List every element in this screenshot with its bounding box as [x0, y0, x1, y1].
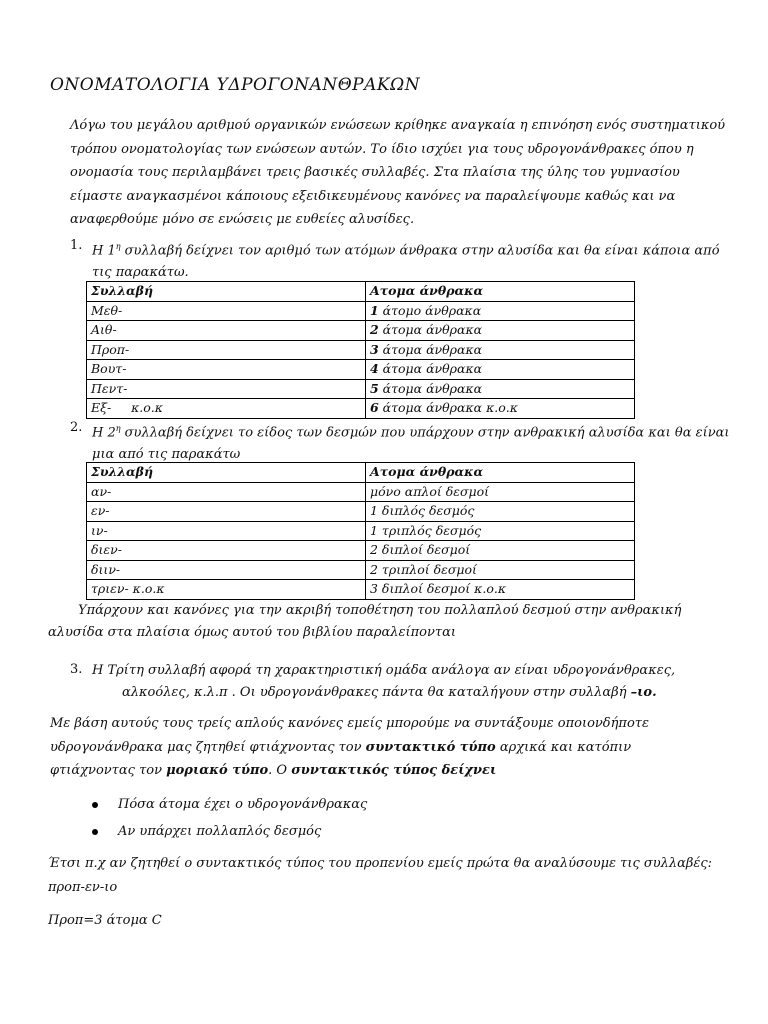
bond-cell: 1 διπλός δεσμός: [366, 502, 635, 522]
syllable-cell: Πεντ-: [87, 379, 366, 399]
atoms-number: 1: [370, 302, 379, 318]
syllable-cell: τριεν- κ.ο.κ: [87, 580, 366, 600]
list-item: [92, 794, 367, 821]
syllable-cell: Προπ-: [87, 340, 366, 360]
atoms-cell: [366, 379, 635, 399]
rule-2: [70, 418, 750, 466]
table-header-row: [87, 463, 635, 483]
list-item-text: Αν υπάρχει πολλαπλός δεσμός: [118, 824, 322, 839]
document-title: ΟΝΟΜΑΤΟΛΟΓΙΑ ΥΔΡΟΓΟΝΑΝΘΡΑΚΩΝ: [50, 75, 421, 95]
atoms-label: άτομα άνθρακα: [378, 341, 483, 357]
bullet-icon: [92, 802, 98, 808]
syllable-cell: Βουτ-: [87, 360, 366, 380]
table-row: [87, 321, 635, 341]
para-bold-molecular: μοριακό τύπο: [166, 763, 269, 778]
table-row: [87, 580, 635, 600]
rule-1-superscript: η: [115, 242, 121, 251]
table-row: [87, 301, 635, 321]
table-row: [87, 379, 635, 399]
example-paragraph: Έτσι π.χ αν ζητηθεί ο συντακτικός τύπος του προπενίου εμείς πρώτα θα αναλύσουμε τις συλλαβές: προπ-εν-ιο: [48, 856, 713, 895]
rule-1-text: [92, 236, 730, 284]
carbon-count-table: [86, 281, 635, 419]
atoms-number: 5: [370, 380, 379, 396]
syllable-cell: διεν-: [87, 541, 366, 561]
atoms-cell: [366, 399, 635, 419]
table-row: [87, 340, 635, 360]
rule-1: [70, 236, 730, 284]
atoms-number: 6: [370, 400, 379, 415]
rule-1-body: συλλαβή δείχνει τον αριθμό των ατόμων άνθρακα στην αλυσίδα και θα είναι κάποια από τις παρακάτω.: [92, 243, 720, 281]
table-row: [87, 360, 635, 380]
rule-2-prefix: Η 2: [92, 425, 116, 441]
multiple-bond-note: [48, 600, 708, 644]
syllable-cell: Εξ- κ.ο.κ: [87, 399, 366, 419]
bond-cell: μόνο απλοί δεσμοί: [366, 482, 635, 502]
rule-3: [70, 660, 730, 704]
rule-2-superscript: η: [115, 424, 121, 433]
atoms-cell: [366, 321, 635, 341]
rule-2-body: συλλαβή δείχνει το είδος των δεσμών που υπάρχουν στην ανθρακική αλυσίδα και θα είναι μια από τις παρακάτω: [92, 425, 730, 463]
atoms-label: άτομα άνθρακα: [378, 361, 483, 376]
atoms-label: άτομα άνθρακα: [378, 380, 483, 396]
bond-cell: 2 τριπλοί δεσμοί: [366, 560, 635, 580]
table-header-syllable: Συλλαβή: [87, 282, 366, 302]
para-text-2: αρχικά και κατόπιν φτιάχνοντας τον: [50, 739, 632, 778]
rule-3-line-1: Η Τρίτη συλλαβή αφορά τη χαρακτηριστική ομάδα ανάλογα αν είναι υδρογονάνθρακες,: [92, 663, 676, 678]
atoms-label: άτομο άνθρακα: [378, 302, 482, 318]
rule-3-line-2-text: αλκοόλες, κ.λ.π . Οι υδρογονάνθρακες πάντα θα καταλήγουν στην συλλαβή: [122, 685, 631, 700]
note-text: Υπάρχουν και κανόνες για την ακριβή τοποθέτηση του πολλαπλού δεσμού στην ανθρακική αλυσίδα στα πλαίσια όμως αυτού του βιβλίου παραλείπονται: [48, 603, 682, 640]
table-row: [87, 399, 635, 419]
atoms-label: άτομα άνθρακα: [378, 322, 483, 337]
table-header-row: [87, 282, 635, 302]
rule-2-number: 2.: [70, 420, 83, 435]
syllable-cell: διιν-: [87, 560, 366, 580]
formula-paragraph: [50, 712, 720, 783]
bond-cell: 2 διπλοί δεσμοί: [366, 541, 635, 561]
syllable-cell: ιν-: [87, 521, 366, 541]
rule-1-number: 1.: [70, 238, 83, 253]
bond-type-table: [86, 462, 635, 600]
rule-3-line-2: [122, 682, 730, 704]
table-row: [87, 521, 635, 541]
atoms-number: 2: [370, 322, 379, 337]
rule-1-prefix: Η 1: [92, 243, 116, 259]
atoms-number: 4: [370, 361, 379, 376]
table-row: [87, 482, 635, 502]
table-row: [87, 502, 635, 522]
rule-3-ending: –ιο.: [630, 685, 657, 700]
para-bold-structural: συντακτικό τύπο: [365, 739, 496, 755]
rule-3-number: 3.: [70, 662, 83, 677]
list-item: [92, 821, 367, 848]
atoms-cell: [366, 340, 635, 360]
bond-cell: 3 διπλοί δεσμοί κ.ο.κ: [366, 580, 635, 600]
bullet-list: [92, 794, 367, 848]
atoms-cell: [366, 360, 635, 380]
atoms-number: 3: [370, 341, 379, 357]
para-text-3: . Ο: [268, 763, 292, 778]
syllable-cell: Μεθ-: [87, 301, 366, 321]
table-header-atoms: Ατομα άνθρακα: [366, 282, 635, 302]
bond-cell: 1 τριπλός δεσμός: [366, 521, 635, 541]
syllable-cell: αν-: [87, 482, 366, 502]
table-row: [87, 541, 635, 561]
intro-paragraph: Λόγω του μεγάλου αριθμού οργανικών ενώσεων κρίθηκε αναγκαία η επινόηση ενός συστηματικού τρόπου ονοματολογίας των ενώσεων αυτών. Το ίδιο ισχύει για τους υδρογονάνθρακες όπου η ονομασία τους περιλαμβάνει τρεις βασικές συλλαβές. Στα πλαίσια της ύλης του γυμνασίου είμαστε αναγκασμένοι κάποιους εξειδικευμένους κανόνες να παραλείψουμε καθώς και να αναφερθούμε μόνο σε ενώσεις με ευθείες αλυσίδες.: [70, 118, 726, 227]
table-row: [87, 560, 635, 580]
atoms-label: άτομα άνθρακα κ.ο.κ: [378, 400, 518, 415]
prop-line: Προπ=3 άτομα C: [48, 913, 162, 928]
para-text-1: Με βάση αυτούς τους τρείς απλούς κανόνες εμείς μπορούμε να συντάξουμε οποιονδήποτε υδρογονάνθρακα μας ζητηθεί φτιάχνοντας τον: [50, 716, 649, 755]
syllable-cell: εν-: [87, 502, 366, 522]
rule-2-text: [92, 418, 750, 466]
table-header-atoms: Ατομα άνθρακα: [366, 463, 635, 483]
atoms-cell: [366, 301, 635, 321]
bullet-icon: [92, 829, 98, 835]
para-bold-shows: συντακτικός τύπος δείχνει: [291, 763, 497, 778]
table-header-syllable: Συλλαβή: [87, 463, 366, 483]
list-item-text: Πόσα άτομα έχει ο υδρογονάνθρακας: [118, 797, 368, 812]
syllable-cell: Αιθ-: [87, 321, 366, 341]
